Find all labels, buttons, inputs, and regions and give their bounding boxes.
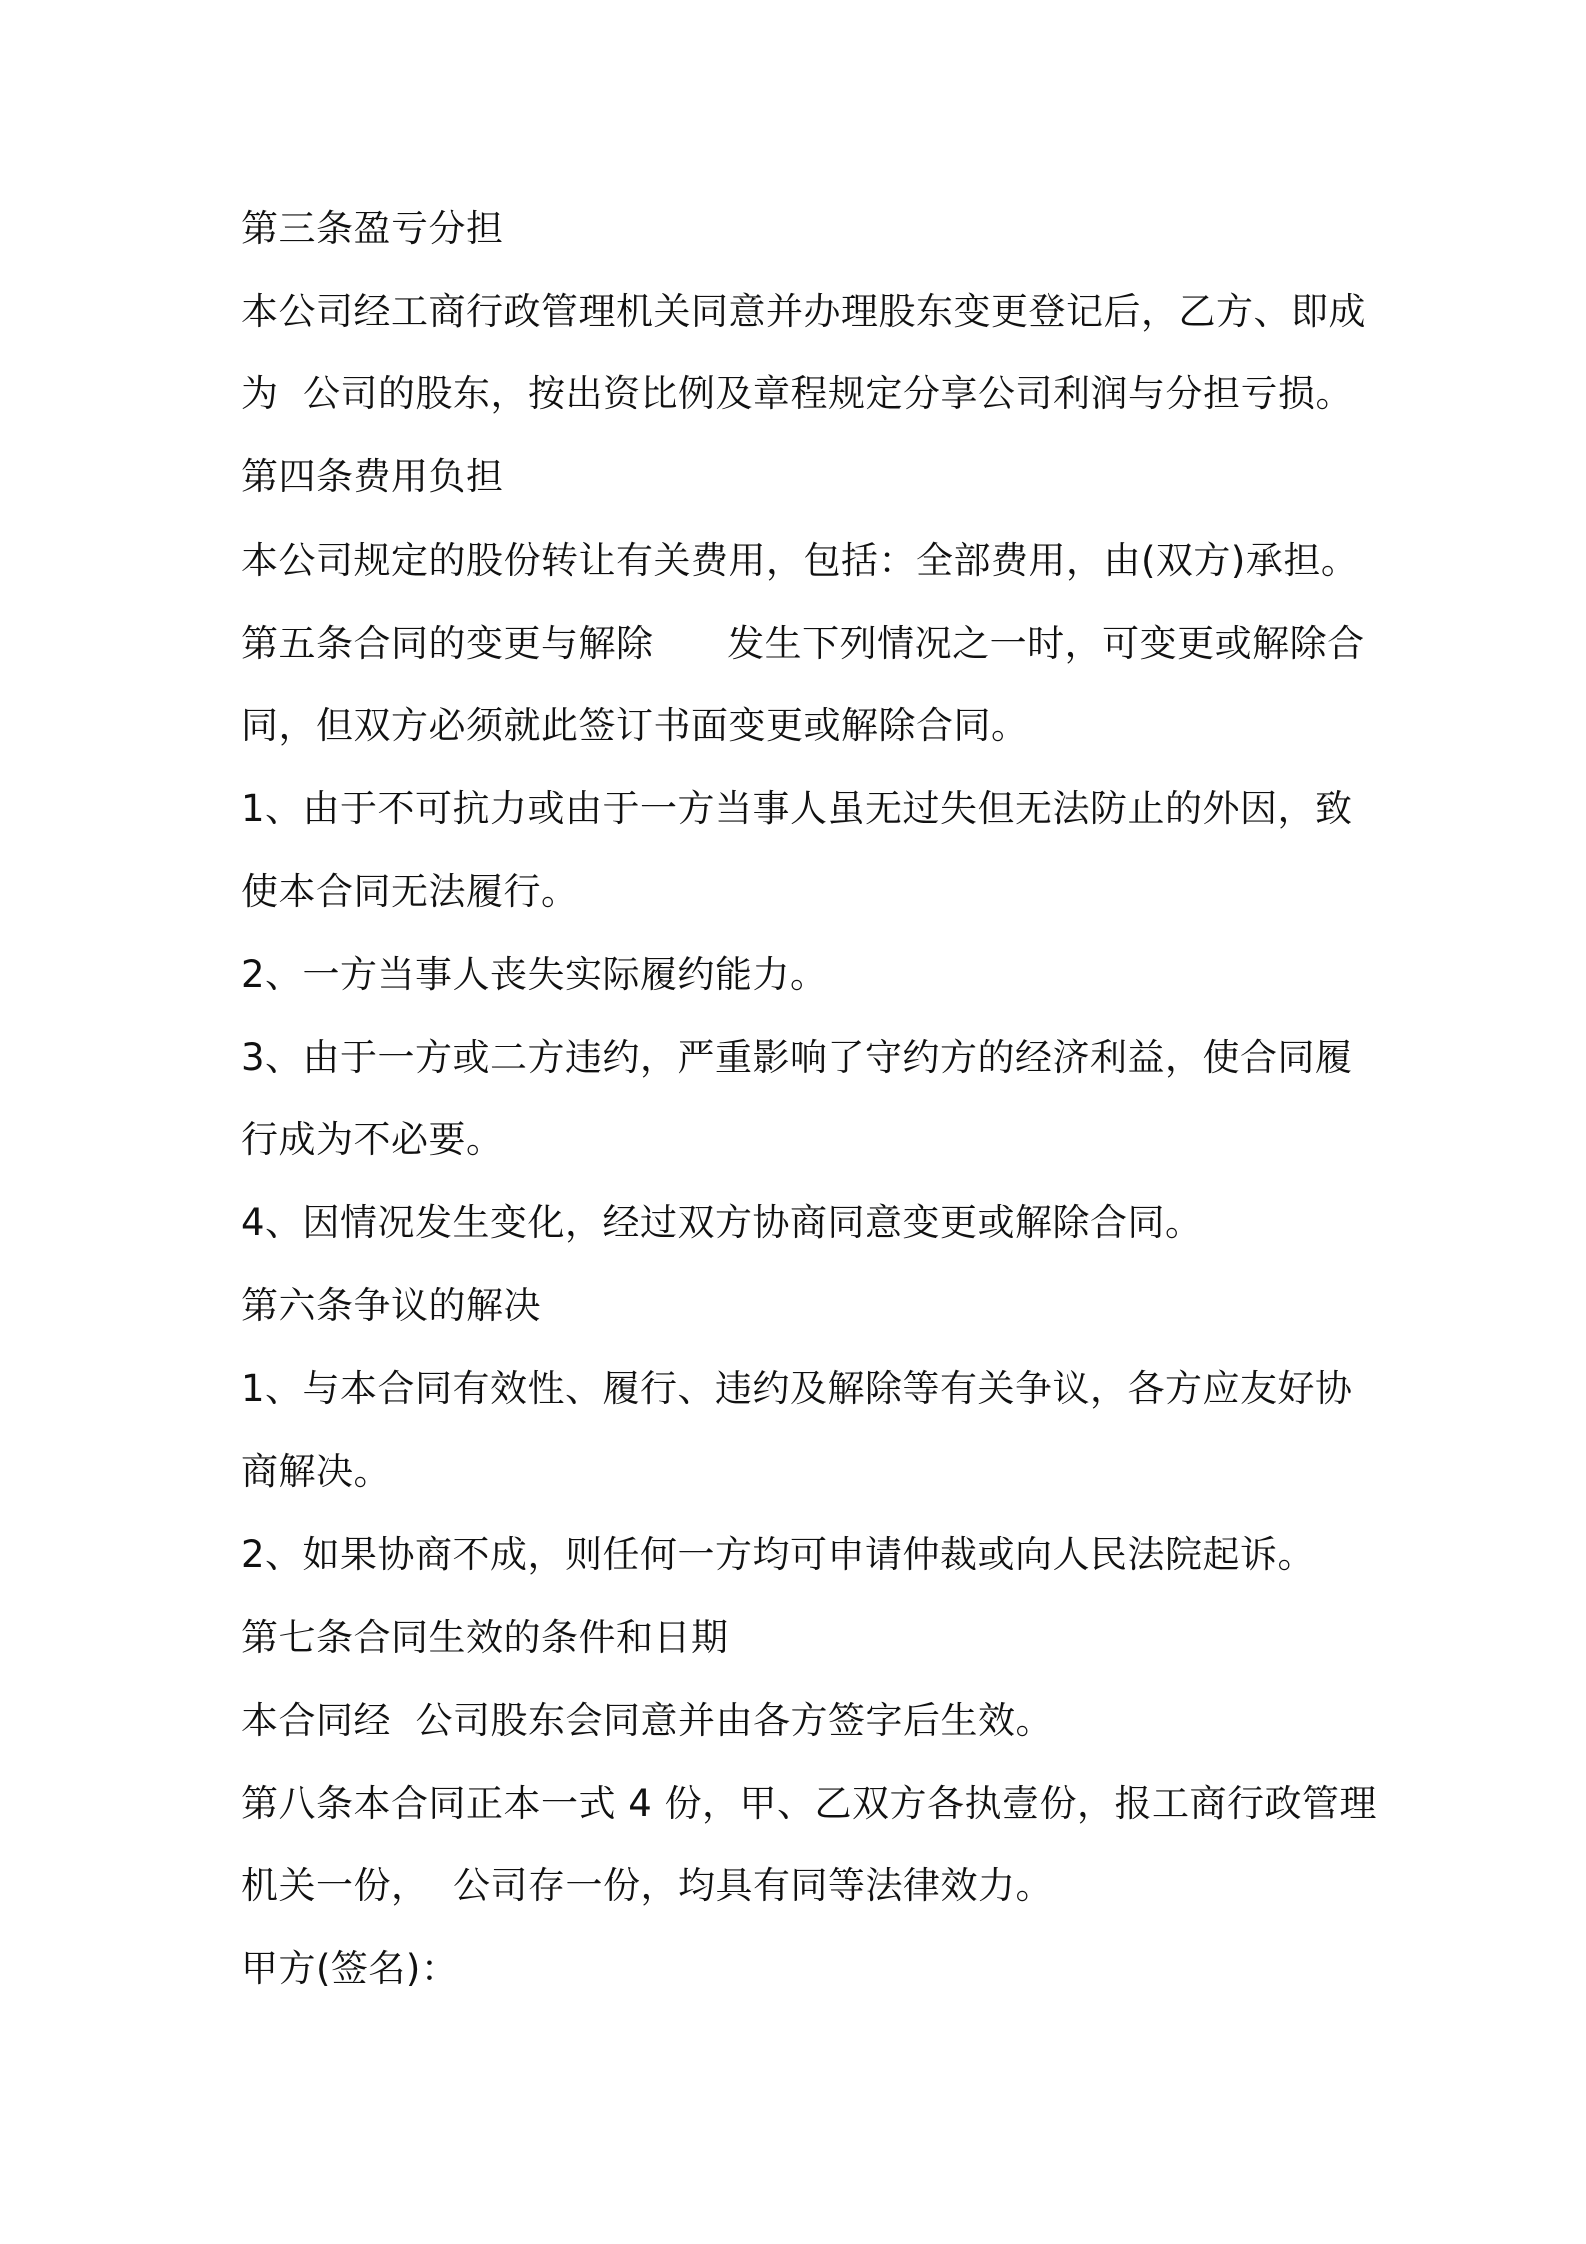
article-5-item-1-line-1: 1、由于不可抗力或由于一方当事人虽无过失但无法防止的外因，致 [241, 787, 1353, 830]
article-5-title-line: 第五条合同的变更与解除 发生下列情况之一时，可变更或解除合 [241, 622, 1365, 665]
article-5-item-4: 4、因情况发生变化，经过双方协商同意变更或解除合同。 [241, 1201, 1203, 1244]
article-3-text-line-1: 本公司经工商行政管理机关同意并办理股东变更登记后，乙方、即成 [241, 290, 1366, 333]
article-5-item-2: 2、一方当事人丧失实际履约能力。 [241, 953, 828, 996]
article-5-item-3-line-1: 3、由于一方或二方违约，严重影响了守约方的经济利益，使合同履 [241, 1036, 1353, 1079]
article-5-text-line: 同，但双方必须就此签订书面变更或解除合同。 [241, 704, 1029, 747]
article-3-title: 第三条盈亏分担 [241, 207, 504, 250]
article-3-text-line-2: 为 公司的股东，按出资比例及章程规定分享公司利润与分担亏损。 [241, 372, 1354, 415]
party-a-signature-label: 甲方(签名)： [241, 1947, 459, 1990]
article-4-text: 本公司规定的股份转让有关费用，包括：全部费用，由(双方)承担。 [241, 539, 1359, 582]
article-8-text-line-1: 第八条本合同正本一式 4 份，甲、乙双方各执壹份，报工商行政管理 [241, 1782, 1378, 1825]
article-6-title: 第六条争议的解决 [241, 1284, 541, 1327]
article-5-item-1-line-2: 使本合同无法履行。 [241, 870, 579, 913]
article-6-item-2: 2、如果协商不成，则任何一方均可申请仲裁或向人民法院起诉。 [241, 1533, 1316, 1576]
article-6-item-1-line-2: 商解决。 [241, 1450, 391, 1493]
article-6-item-1-line-1: 1、与本合同有效性、履行、违约及解除等有关争议，各方应友好协 [241, 1367, 1353, 1410]
article-7-title: 第七条合同生效的条件和日期 [241, 1616, 729, 1659]
article-5-item-3-line-2: 行成为不必要。 [241, 1118, 504, 1161]
article-4-title: 第四条费用负担 [241, 455, 504, 498]
article-8-text-line-2: 机关一份， 公司存一份，均具有同等法律效力。 [241, 1864, 1054, 1907]
article-7-text: 本合同经 公司股东会同意并由各方签字后生效。 [241, 1699, 1054, 1742]
